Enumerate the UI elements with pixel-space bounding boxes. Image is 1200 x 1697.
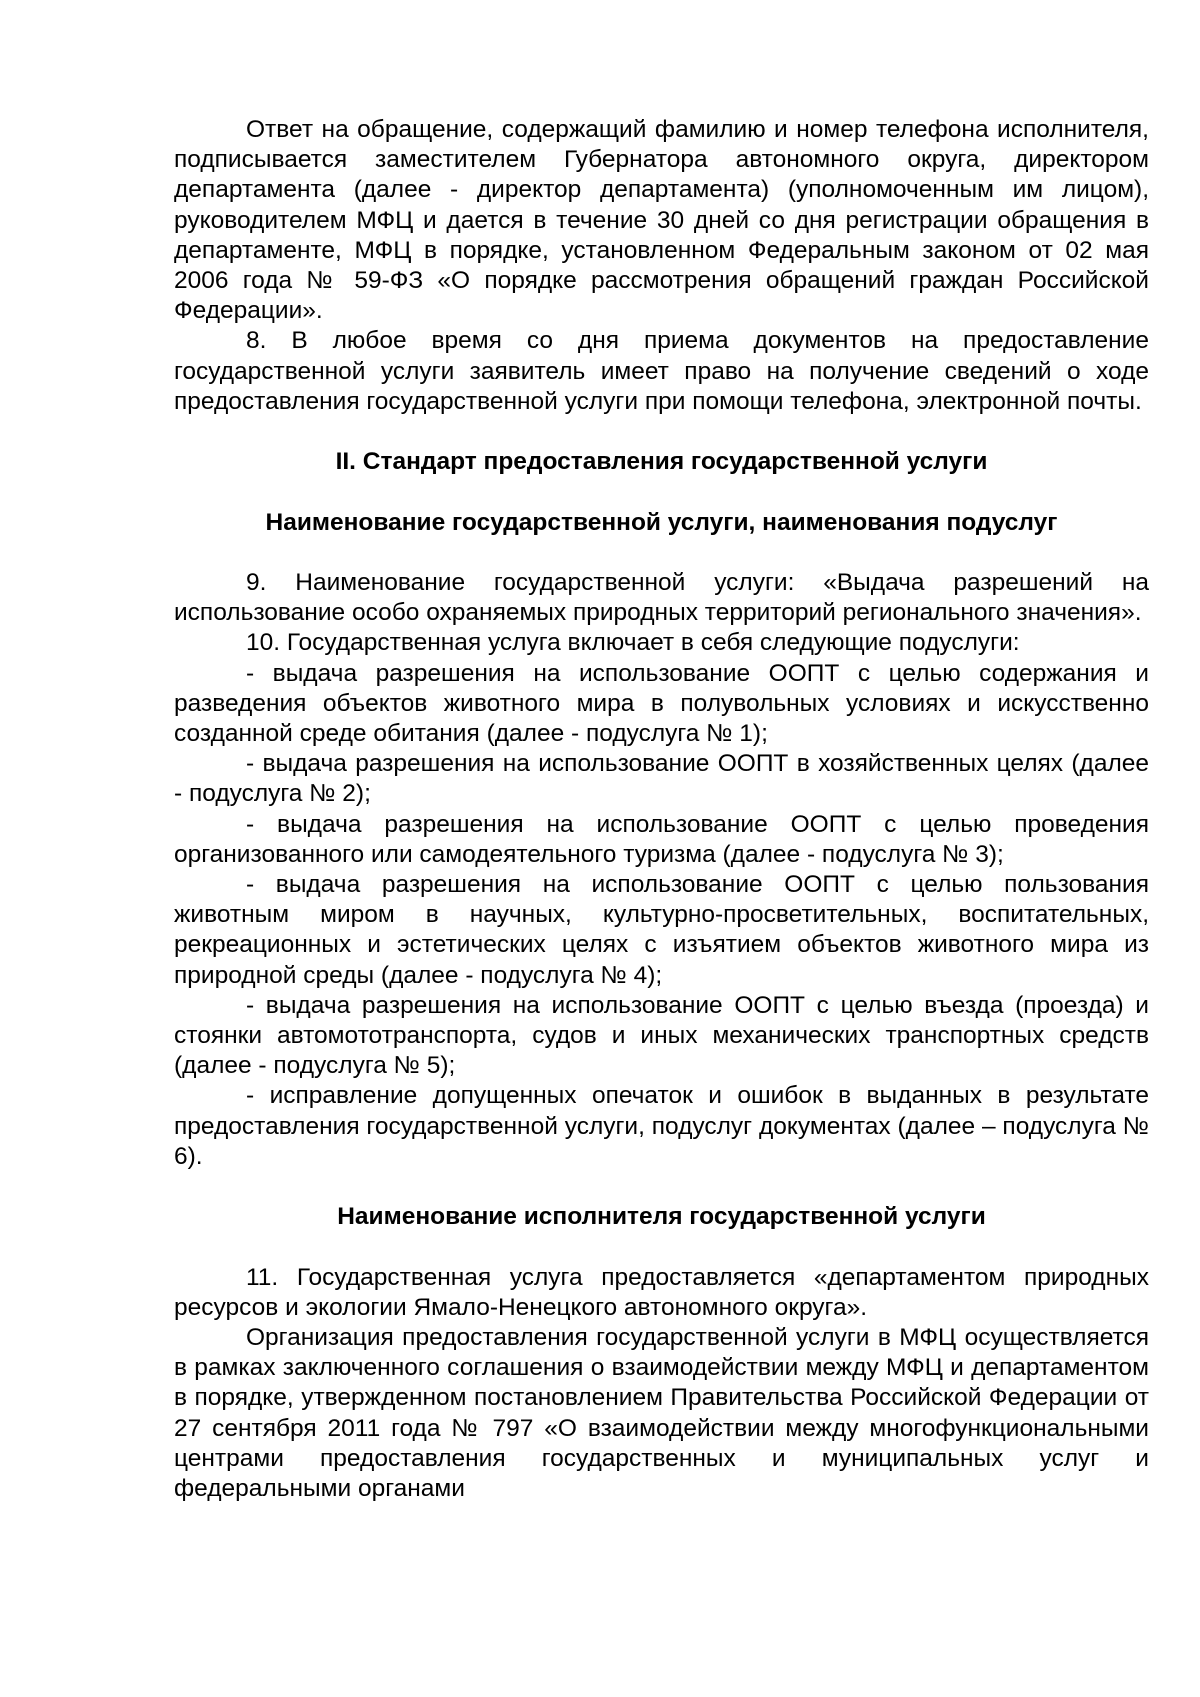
spacer <box>174 417 1149 447</box>
spacer <box>174 477 1149 507</box>
subservice-item-2: - выдача разрешения на использование ООПТ в хозяйственных целях (далее - подуслуга № 2); <box>174 750 1149 808</box>
paragraph-response-rules: Ответ на обращение, содержащий фамилию и номер телефона исполнителя, подписывается заместителем Губернатора автономного округа, директором департамента (далее - директор департамента) (уполномоченным им лицом), руководителем МФЦ и дается в течение 30 дней со дня регистрации обращения в департаменте, МФЦ в порядке, установленном Федеральным законом от 02 мая 2006 года № 59-ФЗ «О порядке рассмотрения обращений граждан Российской Федерации». <box>174 116 1149 325</box>
subsection-title-executor: Наименование исполнителя государственной услуги <box>337 1203 986 1231</box>
subsection-title-service-name: Наименование государственной услуги, наименования подуслуг <box>265 508 1058 536</box>
spacer <box>174 538 1149 568</box>
paragraph-10: 10. Государственная услуга включает в себя следующие подуслуги: <box>246 629 1020 657</box>
subservice-item-3: - выдача разрешения на использование ООПТ с целью проведения организованного или самодеятельного туризма (далее - подуслуга № 3); <box>174 810 1149 868</box>
subservice-item-6: - исправление допущенных опечаток и ошибок в выданных в результате предоставления государственной услуги, подуслуг документах (далее – подуслуга № 6). <box>174 1082 1149 1170</box>
document-page <box>174 115 1149 1504</box>
paragraph-mfc-organization: Организация предоставления государственной услуги в МФЦ осуществляется в рамках заключенного соглашения о взаимодействии между МФЦ и департаментом в порядке, утвержденном постановлением Правительства Российской Федерации от 27 сентября 2011 года № 797 «О взаимодействии между многофункциональными центрами предоставления государственных и муниципальных услуг и федеральными органами <box>174 1324 1149 1503</box>
spacer <box>174 1232 1149 1262</box>
paragraph-9: 9. Наименование государственной услуги: «Выдача разрешений на использование особо охраняемых природных территорий регионального значения». <box>174 569 1149 627</box>
subservice-item-1: - выдача разрешения на использование ООПТ с целью содержания и разведения объектов животного мира в полувольных условиях и искусственно созданной среде обитания (далее - подуслуга № 1); <box>174 659 1149 748</box>
subservice-item-5: - выдача разрешения на использование ООПТ с целью въезда (проезда) и стоянки автомототранспорта, судов и иных механических транспортных средств (далее - подуслуга № 5); <box>174 991 1149 1080</box>
paragraph-11: 11. Государственная услуга предоставляется «департаментом природных ресурсов и экологии Ямало-Ненецкого автономного округа». <box>174 1263 1149 1321</box>
spacer <box>174 1172 1149 1202</box>
paragraph-8: 8. В любое время со дня приема документов на предоставление государственной услуги заявитель имеет право на получение сведений о ходе предоставления государственной услуги при помощи телефона, электронной почты. <box>174 327 1149 415</box>
subservice-item-4: - выдача разрешения на использование ООПТ с целью пользования животным миром в научных, культурно-просветительных, воспитательных, рекреационных и эстетических целях с изъятием объектов животного мира из природной среды (далее - подуслуга № 4); <box>174 871 1149 989</box>
section-title: II. Стандарт предоставления государственной услуги <box>335 448 988 476</box>
